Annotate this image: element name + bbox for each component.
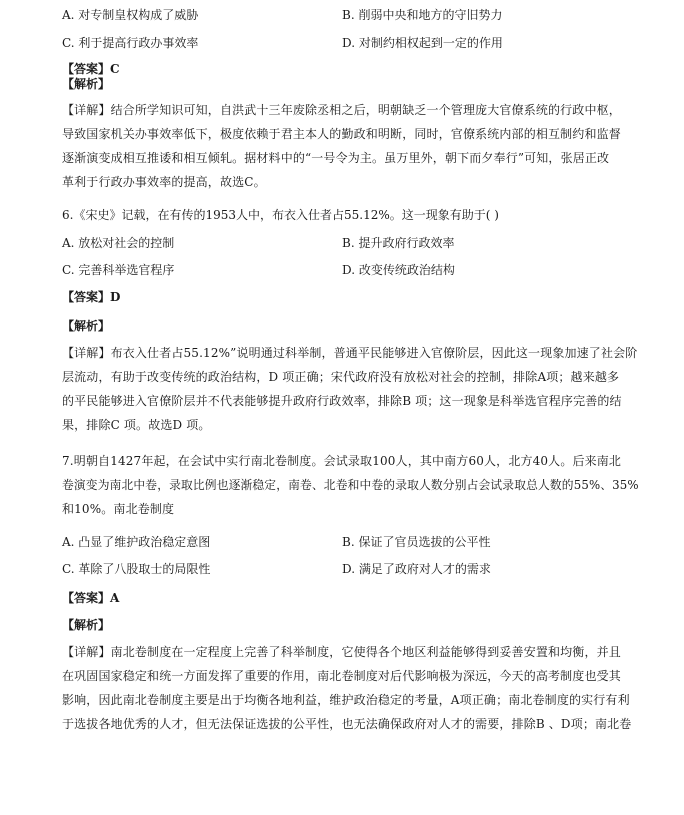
q7-option-c: C. 革除了八股取士的局限性 [62,562,211,576]
q5-options-row-1 [62,6,662,24]
q5-option-d: D. 对制约相权起到一定的作用 [342,36,503,50]
q7-option-b: B. 保证了官员选拔的公平性 [342,535,491,549]
q7-options-row-1 [62,533,662,551]
q6-options-row-1 [62,234,662,252]
q6-detail-line: 果，排除C 项。故选D 项。 [62,418,211,432]
q7-answer: 【答案】A [62,591,120,605]
q7-detail-line: 影响，因此南北卷制度主要是出于均衡各地利益，维护政治稳定的考量，A项正确；南北卷制度的实行有利 [62,693,630,707]
q7-options-row-2 [62,560,662,578]
q6-detail-line: 层流动，有助于改变传统的政治结构，D 项正确；宋代政府没有放松对社会的控制，排除A项；越来越多 [62,370,620,384]
q7-option-a: A. 凸显了维护政治稳定意图 [62,535,211,549]
q5-detail-line: 逐渐演变成相互推诿和相互倾轧。据材料中的“一号令为主。虽万里外，朝下而夕奉行”可知，张居正改 [62,151,610,165]
q5-answer: 【答案】C [62,62,120,76]
q5-detail-line: 导致国家机关办事效率低下，极度依赖于君主本人的勤政和明断，同时，官僚系统内部的相互制约和监督 [62,127,621,141]
q7-detail-line: 于选拔各地优秀的人才，但无法保证选拔的公平性，也无法确保政府对人才的需要，排除B 、D项；南北卷 [62,717,632,731]
q5-detail [62,98,640,194]
q7-option-d: D. 满足了政府对人才的需求 [342,562,491,576]
q5-analysis-label: 【解析】 [62,77,111,91]
q6-question: 6.《宋史》记载，在有传的1953人中，布衣入仕者占55.12%。这一现象有助于( ) [62,208,499,222]
q6-option-b: B. 提升政府行政效率 [342,236,455,250]
q7-question-line: 卷演变为南北中卷，录取比例也逐渐稳定，南卷、北卷和中卷的录取人数分别占会试录取总人数的55%、35% [62,478,639,492]
q6-detail [62,341,640,437]
q7-detail [62,640,640,736]
q5-detail-line: 革利于行政办事效率的提高，故选C。 [62,175,266,189]
q5-option-a: A. 对专制皇权构成了威胁 [62,8,199,22]
q5-option-b: B. 削弱中央和地方的守旧势力 [342,8,503,22]
q6-answer: 【答案】D [62,290,121,304]
q7-question [62,449,640,521]
q5-options-row-2 [62,34,662,52]
q5-detail-line: 【详解】结合所学知识可知，自洪武十三年废除丞相之后，明朝缺乏一个管理庞大官僚系统的行政中枢， [62,103,621,117]
q6-analysis-label: 【解析】 [62,319,111,333]
q6-options-row-2 [62,261,662,279]
q7-question-line: 和10%。南北卷制度 [62,502,175,516]
q7-detail-line: 在巩固国家稳定和统一方面发挥了重要的作用，南北卷制度对后代影响极为深远，今天的高考制度也受其 [62,669,621,683]
q6-option-d: D. 改变传统政治结构 [342,263,455,277]
q7-question-line: 7.明朝自1427年起，在会试中实行南北卷制度。会试录取100人，其中南方60人，北方40人。后来南北 [62,454,622,468]
q6-detail-line: 【详解】布衣入仕者占55.12%”说明通过科举制，普通平民能够进入官僚阶层，因此这一现象加速了社会阶 [62,346,638,360]
q5-option-c: C. 利于提高行政办事效率 [62,36,199,50]
q7-detail-line: 【详解】南北卷制度在一定程度上完善了科举制度，它使得各个地区利益能够得到妥善安置和均衡，并且 [62,645,621,659]
q6-option-a: A. 放松对社会的控制 [62,236,175,250]
q6-option-c: C. 完善科举选官程序 [62,263,175,277]
q6-detail-line: 的平民能够进入官僚阶层并不代表能够提升政府行政效率，排除B 项；这一现象是科举选官程序完善的结 [62,394,622,408]
q7-analysis-label: 【解析】 [62,618,111,632]
